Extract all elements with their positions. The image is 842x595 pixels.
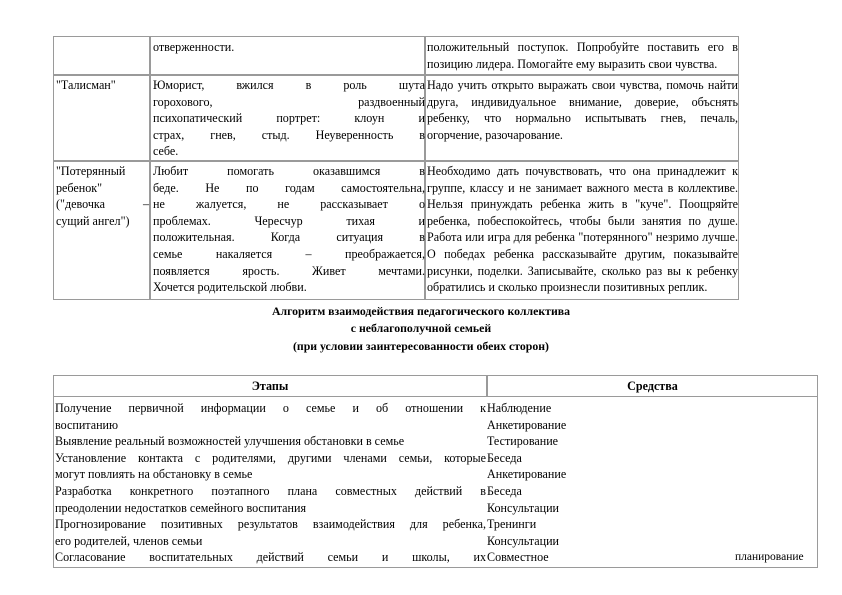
stage-line: Разработка конкретного поэтапного плана совместных действий в bbox=[55, 483, 486, 498]
cell-line: обратились и сколько произнесли позитивных реплик. bbox=[427, 280, 708, 295]
cell-line: беде. Не по годам самостоятельна, bbox=[153, 180, 425, 195]
cell-line: Любит помогать оказавшимся в bbox=[153, 164, 425, 178]
cell-line: ребенка, побеспокойтесь, чтобы были занятия по душе. bbox=[427, 213, 738, 228]
role-cell bbox=[53, 161, 150, 300]
means-item: Беседа bbox=[487, 483, 522, 498]
role-cell bbox=[53, 36, 150, 75]
cell-line: семье накаляется – преображается, bbox=[153, 246, 425, 261]
table-row bbox=[53, 36, 739, 75]
cell-line: не жалуется, не рассказывает о bbox=[153, 197, 425, 212]
cell-line: О победах ребенка рассказывайте другим, показывайте bbox=[427, 246, 738, 261]
means-item: Тренинги bbox=[487, 517, 537, 532]
role-cell bbox=[53, 75, 150, 161]
cell-line: Юморист, вжился в роль шута bbox=[153, 78, 425, 92]
cell-line: Работа или игра для ребенка "потерянного" незримо лучше. bbox=[427, 230, 738, 245]
section-heading-line-2: с неблагополучной семьей bbox=[350, 321, 492, 335]
section-heading-line-3: (при условии заинтересованности обеих сторон) bbox=[292, 339, 549, 353]
cell-line: ребенку, что нормально испытывать гнев, печаль, bbox=[427, 111, 738, 126]
cell-line: горохового, раздвоенный bbox=[153, 94, 425, 109]
roles-table bbox=[53, 36, 739, 300]
cell-line: позицию лидера. Помогайте ему выразить свои чувства. bbox=[427, 56, 718, 71]
means-column bbox=[487, 400, 566, 566]
table-row bbox=[53, 161, 739, 300]
stage-line: Прогнозирование позитивных результатов взаимодействия для ребенка, bbox=[55, 517, 486, 532]
column-header-stages: Этапы bbox=[251, 379, 289, 393]
stage-line: преодолении недостатков семейного воспитания bbox=[55, 500, 307, 515]
means-item: Консультации bbox=[487, 533, 560, 548]
cell-line: Нельзя принуждать ребенка жить в "куче". Поощряйте bbox=[427, 197, 738, 212]
means-item: Наблюдение bbox=[487, 401, 552, 415]
cell-line: положительный поступок. Попробуйте поставить его в bbox=[427, 40, 738, 54]
overflow-text: планирование bbox=[735, 551, 804, 563]
cell-line: группе, классу и не занимает важного места в коллективе. bbox=[427, 180, 738, 195]
role-name: "Талисман" bbox=[56, 78, 116, 92]
description-cell bbox=[150, 36, 425, 75]
means-item: Беседа bbox=[487, 450, 522, 465]
column-header-means: Средства bbox=[627, 379, 678, 393]
stage-line: Выявление реальный возможностей улучшения обстановки в семье bbox=[55, 434, 405, 449]
recommendation-cell bbox=[425, 161, 739, 300]
recommendation-cell bbox=[425, 75, 739, 161]
cell-line: проблемах. Чересчур тихая и bbox=[153, 213, 425, 228]
stage-line: могут повлиять на обстановку в семье bbox=[55, 467, 253, 482]
table-row bbox=[53, 75, 739, 161]
role-name: сущий ангел") bbox=[56, 213, 130, 228]
cell-line: огорчение, разочарование. bbox=[427, 127, 563, 142]
means-item: Совместное bbox=[487, 550, 549, 565]
cell-line: Необходимо дать почувствовать, что она принадлежит к bbox=[427, 164, 738, 178]
cell-line: положительная. Когда ситуация в bbox=[153, 230, 425, 245]
cell-line: страх, гнев, стыд. Неуверенность в bbox=[153, 127, 425, 142]
stage-line: его родителей, членов семьи bbox=[55, 533, 203, 548]
stage-line: воспитанию bbox=[55, 417, 119, 432]
role-name: "Потерянный bbox=[56, 164, 126, 178]
cell-line: Надо учить открыто выражать свои чувства, помочь найти bbox=[427, 78, 738, 92]
role-name: ("девочка – bbox=[56, 197, 149, 212]
recommendation-cell bbox=[425, 36, 739, 75]
stages-column bbox=[55, 400, 486, 566]
description-cell bbox=[150, 75, 425, 161]
section-heading-line-1: Алгоритм взаимодействия педагогического коллектива bbox=[271, 304, 571, 318]
means-item: Тестирование bbox=[487, 434, 559, 449]
role-name: ребенок" bbox=[56, 180, 103, 195]
cell-line: друга, индивидуальное внимание, доверие, объснять bbox=[427, 94, 738, 109]
cell-line: появляется ярость. Живет мечтами. bbox=[153, 263, 425, 278]
cell-line: психопатический портрет: клоун и bbox=[153, 111, 425, 126]
cell-line: отверженности. bbox=[153, 40, 235, 54]
means-item: Консультации bbox=[487, 500, 560, 515]
description-cell bbox=[150, 161, 425, 300]
stage-line: Установление контакта с родителями, другими членами семьи, которые bbox=[55, 450, 486, 465]
cell-line: рисунки, поделки. Записывайте, сколько раз вы к ребенку bbox=[427, 263, 738, 278]
cell-line: Хочется родительской любви. bbox=[153, 280, 307, 295]
stage-line: Согласование воспитательных действий семьи и школы, их bbox=[55, 550, 486, 565]
cell-line: себе. bbox=[153, 144, 179, 159]
means-item: Анкетирование bbox=[487, 467, 567, 482]
stage-line: Получение первичной информации о семье и об отношении к bbox=[55, 401, 486, 415]
means-item: Анкетирование bbox=[487, 417, 567, 432]
